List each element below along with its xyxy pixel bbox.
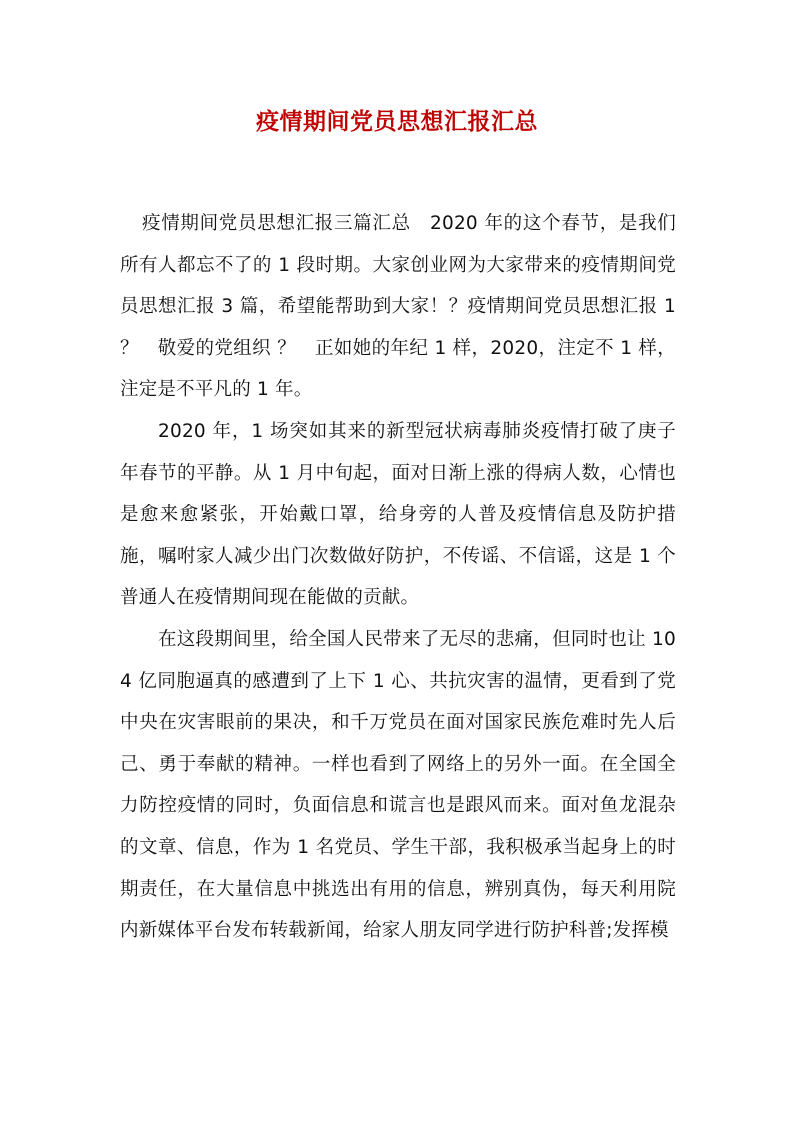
paragraph-1: 疫情期间党员思想汇报三篇汇总 2020 年的这个春节，是我们所有人都忘不了的 1 段时期。大家创业网为大家带来的疫情期间党员思想汇报 3 篇，希望能帮助到大家！？疫情期间党员思想汇报 1 ？ 敬爱的党组织 ？ 正如她的年纪 1 样，2020，注定不 1 样，注定是不平凡的 1 年。 (120, 213, 676, 401)
paragraph-3: 在这段期间里，给全国人民带来了无尽的悲痛，但同时也让 104 亿同胞逼真的感遭到了上下 1 心、共抗灾害的温情，更看到了党中央在灾害眼前的果决，和千万党员在面对国家民族危难时先人后己、勇于奉献的精神。一样也看到了网络上的另外一面。在全国全力防控疫情的同时，负面信息和谎言也是跟风而来。面对鱼龙混杂的文章、信息，作为 1 名党员、学生干部，我积极承当起身上的时期责任，在大量信息中挑选出有用的信息，辨别真伪，每天利用院内新媒体平台发布转载新闻，给家人朋友同学进行防护科普;发挥模 (120, 628, 676, 942)
paragraph-2: 2020 年，1 场突如其来的新型冠状病毒肺炎疫情打破了庚子年春节的平静。从 1 月中旬起，面对日渐上涨的得病人数，心情也是愈来愈紧张，开始戴口罩，给身旁的人普及疫情信息及防护措施，嘱咐家人减少出门次数做好防护，不传谣、不信谣，这是 1 个普通人在疫情期间现在能做的贡献。 (120, 420, 676, 609)
document-title: 疫情期间党员思想汇报汇总 (256, 108, 538, 135)
document-body (120, 203, 676, 952)
